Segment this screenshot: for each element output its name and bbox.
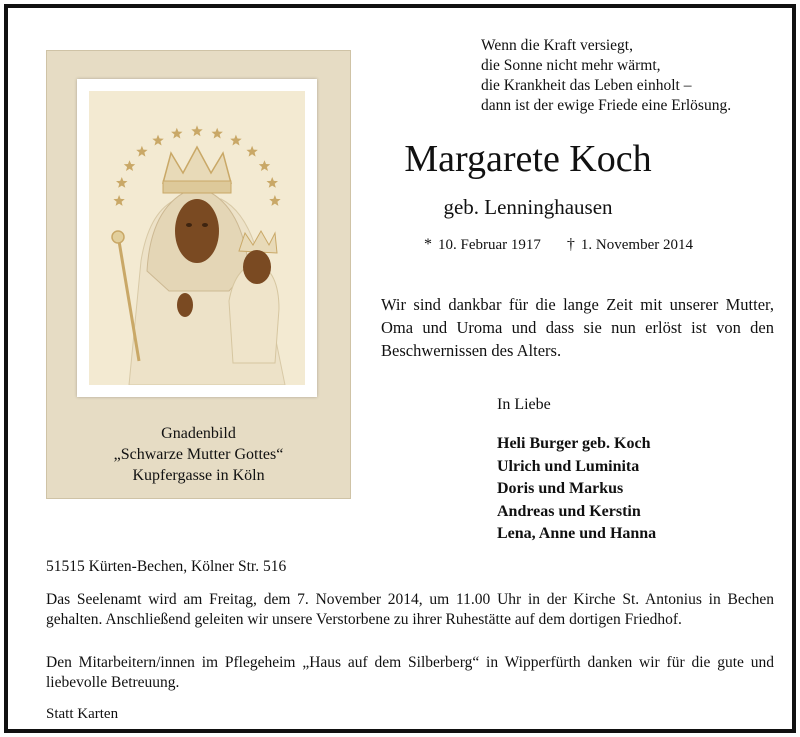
closing-note: Statt Karten (46, 706, 119, 722)
black-madonna-image (89, 91, 305, 385)
poem-line: Wenn die Kraft versiegt, (481, 37, 633, 54)
poem-line: die Sonne nicht mehr wärmt, (481, 57, 661, 74)
mourner-name: Ulrich und Luminita (497, 457, 640, 475)
thanks-paragraph: Wir sind dankbar für die lange Zeit mit unserer Mutter, Oma und Uroma und dass sie nun erlöst ist von den Beschwernissen des Alters. (381, 295, 774, 360)
funeral-paragraph: Das Seelenamt wird am Freitag, dem 7. November 2014, um 11.00 Uhr in der Kirche St. Antonius in Bechen gehalten. Anschließend geleiten wir unsere Verstorbene zu ihrer Ruhestätte auf dem dortigen Friedhof. (46, 591, 774, 628)
obituary-notice (4, 4, 796, 733)
mourners-list (497, 433, 656, 546)
birth-date: 10. Februar 1917 (438, 237, 541, 253)
mourners-intro: In Liebe (497, 396, 551, 413)
caption-line: Gnadenbild (161, 425, 236, 442)
birth-star-icon: * (424, 236, 432, 253)
deceased-name: Margarete Koch (404, 138, 652, 180)
picture-caption (47, 423, 350, 486)
address: 51515 Kürten-Bechen, Kölner Str. 516 (46, 558, 287, 575)
poem-line: dann ist der ewige Friede eine Erlösung. (481, 97, 732, 114)
mother-face (175, 199, 219, 263)
caption-line: Kupfergasse in Köln (132, 467, 265, 484)
mourner-name: Heli Burger geb. Koch (497, 435, 651, 452)
mourner-name: Andreas und Kerstin (497, 502, 641, 520)
devotional-image (77, 79, 317, 397)
care-thanks-paragraph: Den Mitarbeitern/innen im Pflegeheim „Haus auf dem Silberberg“ in Wipperfürth danken wir für die gute und liebevolle Betreuung. (46, 654, 774, 691)
child-face (243, 250, 271, 284)
death-cross-icon: † (566, 236, 575, 253)
mourner-name: Doris und Markus (497, 480, 624, 497)
maiden-name: geb. Lenninghausen (443, 195, 613, 219)
picture-panel (46, 50, 351, 499)
mourner-name: Lena, Anne und Hanna (497, 525, 657, 542)
life-dates (424, 235, 693, 255)
mother-hand (177, 293, 193, 317)
death-date: 1. November 2014 (580, 237, 693, 253)
poem (481, 36, 731, 116)
crown-band (163, 181, 231, 193)
caption-line: „Schwarze Mutter Gottes“ (113, 446, 284, 463)
poem-line: die Krankheit das Leben einholt – (481, 77, 692, 94)
